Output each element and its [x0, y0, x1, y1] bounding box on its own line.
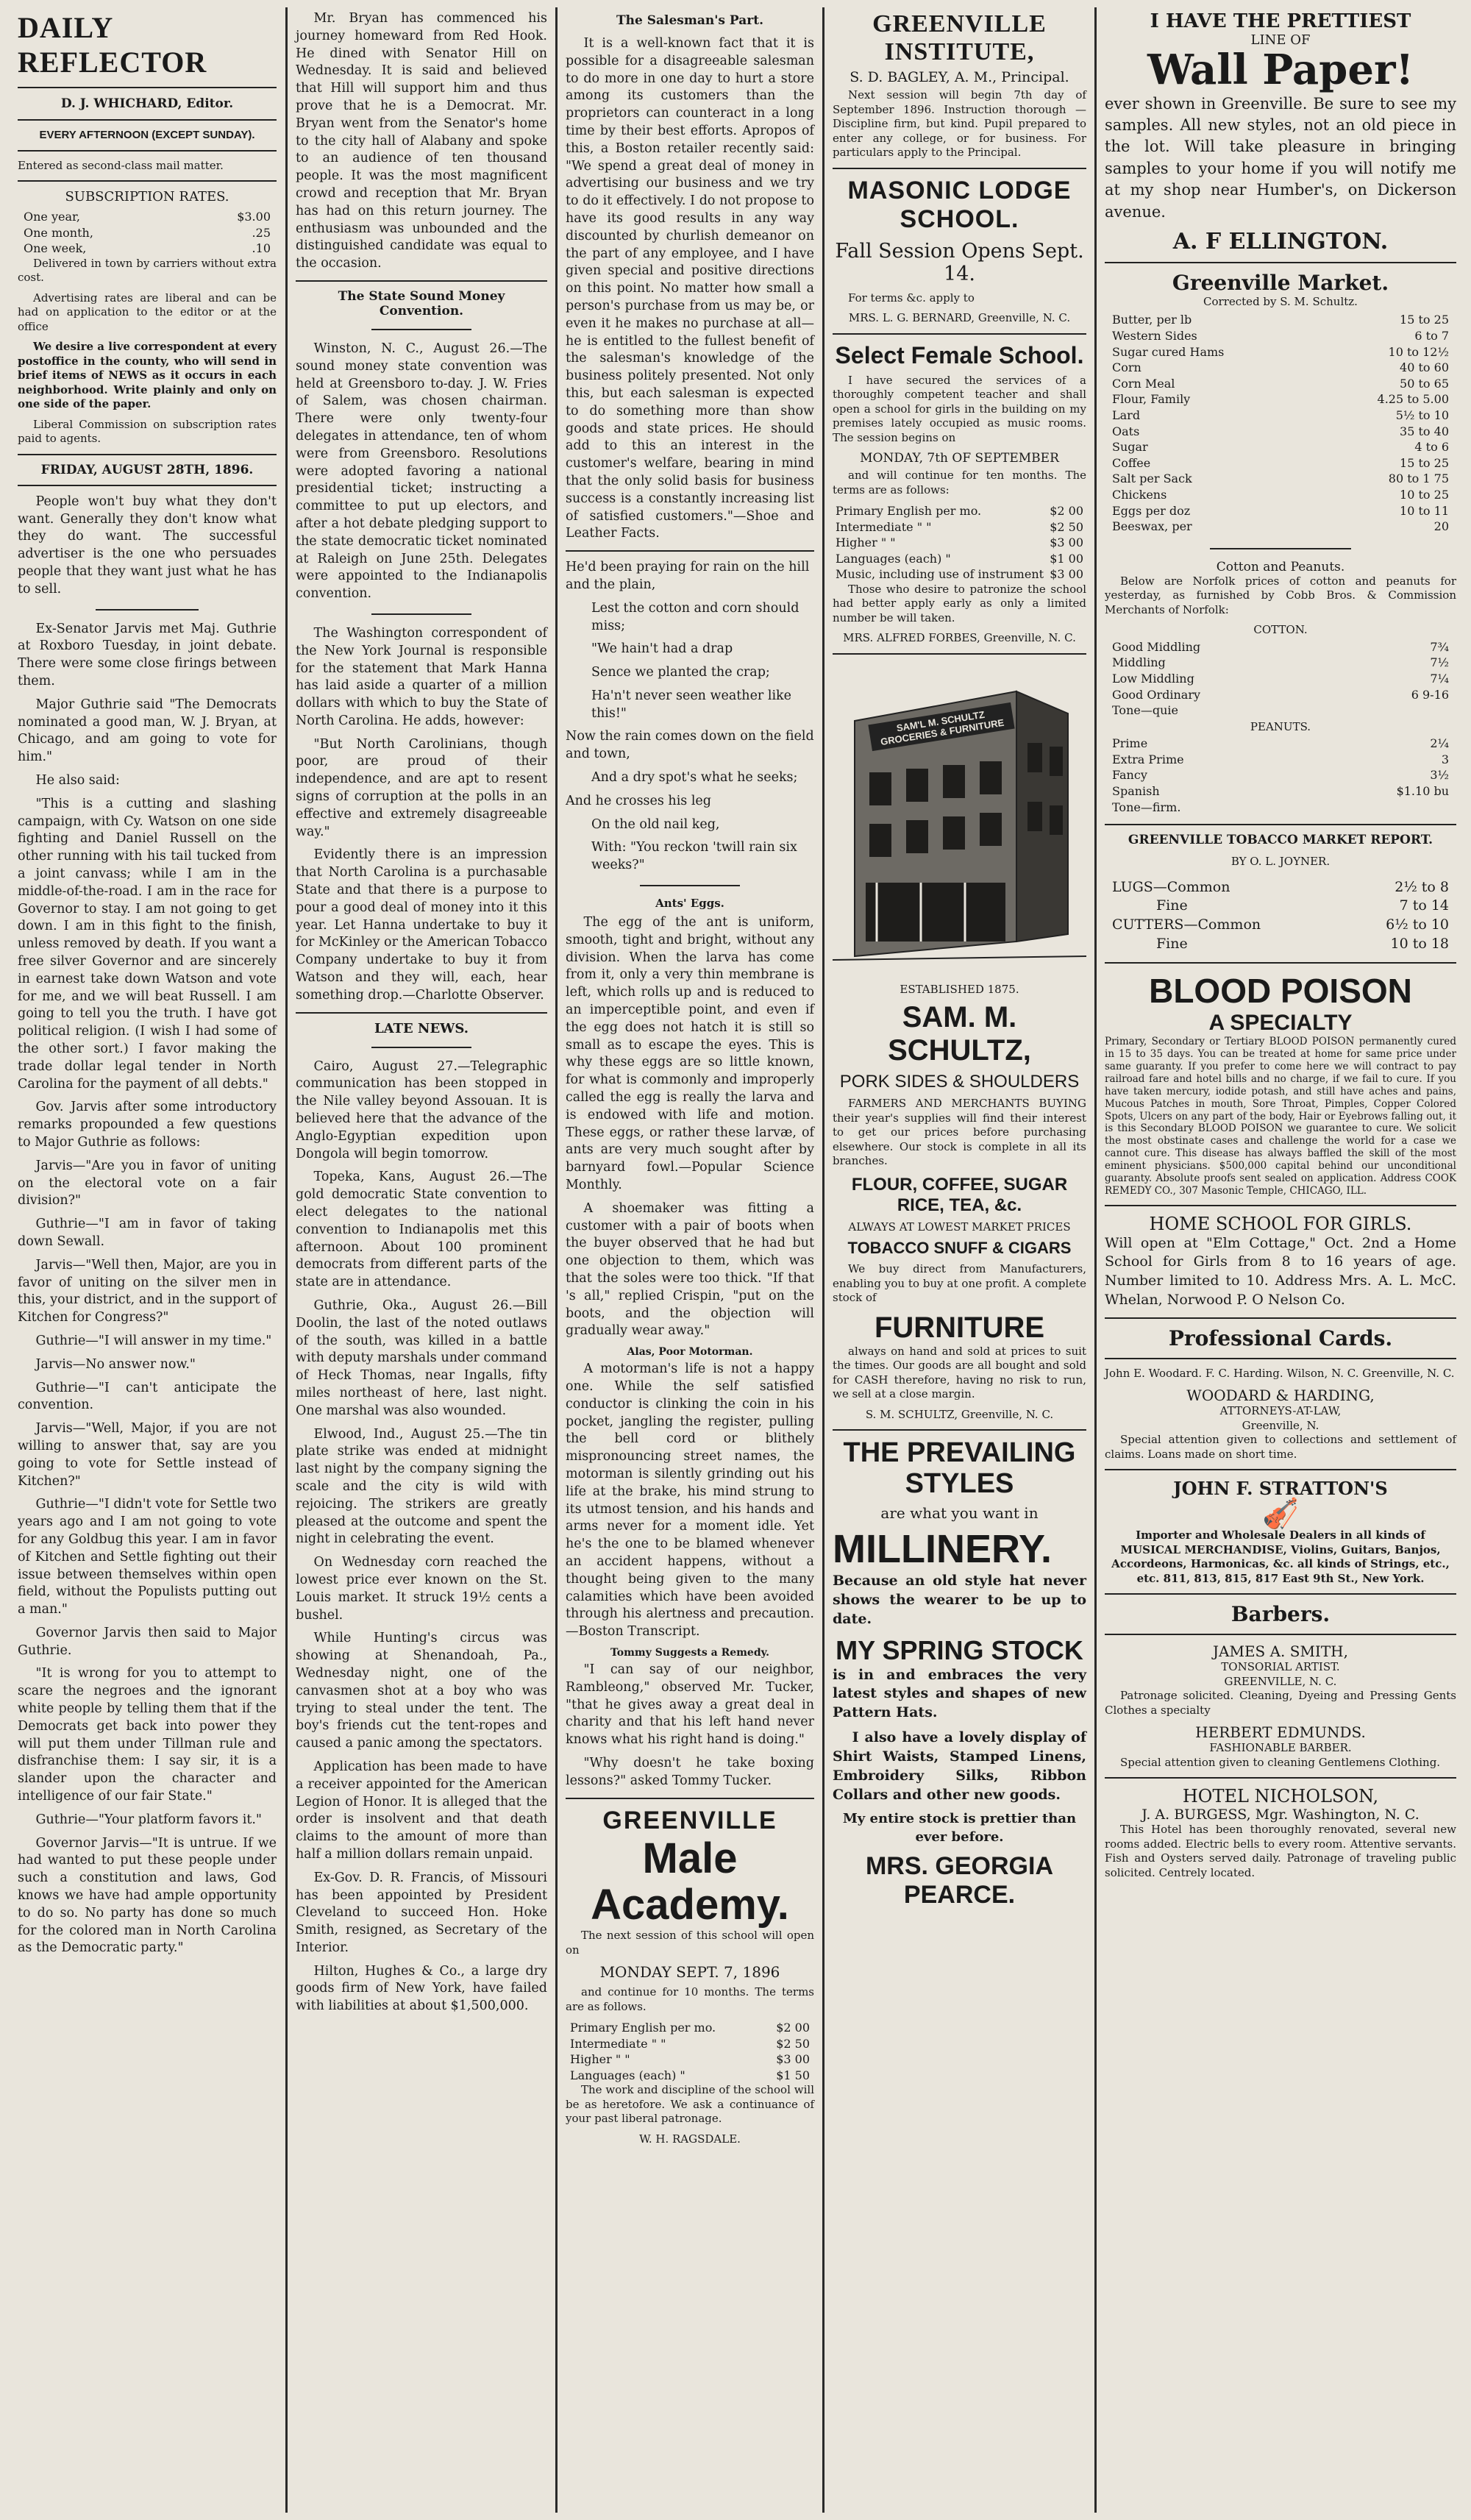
smith-title: JAMES A. SMITH, [1213, 1642, 1348, 1661]
article-paragraph: A motorman's life is not a happy one. While the self satisfied conductor is clinking the coin in his pocket, jangling the register, pulling the bell cord or blithely mispronouncing street names, the motorman is silently grinding out his life at the brake, his mind strung to its utmost tension, and his hands and arms never for a moment idle. Yet he's the one to be blamed whenever an accident happens, without a thought being given to the many calamities which have been avoided through his alertness and precaution.—Boston Transcript. [566, 1362, 814, 1640]
blood-text: Primary, Secondary or Tertiary BLOOD POISON permanently cured in 15 to 35 days. You can be treated at home for same price under same guaranty. If you prefer to come here we will contract to pay railroad fare and hotel bills and no charge, if we fail to cure. If you have taken mercury, iodide potash, and still have aches and pains, Mucous Patches in mouth, Sore Throat, Pimples, Copper Colored Spots, Ulcers on any part of the body, Hair or Eyebrows falling out, it is this Secondary BLOOD POISON we guarantee to cure. We solicit the most obstinate cases and challenge the world for a case we cannot cure. This disease has always baffled the skill of the most eminent physicians. $500,000 capital behind our unconditional guaranty. Absolute proofs sent sealed on application. Address COOK REMEDY CO., 307 Masonic Temple, CHICAGO, ILL. [1105, 1036, 1456, 1197]
poem-line: And a dry spot's what he seeks; [591, 770, 798, 786]
market-row: Eggs per doz 10 to 11 [1112, 503, 1449, 518]
smith-place: GREENVILLE, N. C. [1224, 1674, 1337, 1688]
column-rule [285, 7, 288, 2513]
schultz-name: SAM. M. SCHULTZ, [888, 1001, 1031, 1067]
headline: Alas, Poor Motorman. [627, 1346, 753, 1359]
article-paragraph: Governor Jarvis then said to Major Guthrie. [18, 1625, 277, 1658]
headline: LATE NEWS. [374, 1020, 469, 1036]
flour-line: FLOUR, COFFEE, SUGAR RICE, TEA, &c. [851, 1174, 1068, 1215]
female-date: MONDAY, 7th OF SEPTEMBER [860, 451, 1059, 466]
wall-line: LINE OF [1250, 32, 1311, 48]
article-paragraph: Ex-Senator Jarvis met Maj. Guthrie at Roxboro Tuesday, in joint debate. There were some close firings between them. [18, 621, 277, 689]
article-paragraph: Guthrie—"Your platform favors it." [35, 1812, 262, 1827]
tobacco-row: Fine 7 to 14 [1156, 897, 1449, 914]
entire-text: My entire stock is prettier than ever before. [842, 1811, 1077, 1845]
article-paragraph: Elwood, Ind., August 25.—The tin plate strike was ended at midnight last night by the company signing the scale and the city is wild with rejoicing. The strikers are greatly pleased at the outcome and spent the night in celebrating the event. [296, 1426, 547, 1547]
schedule-line: EVERY AFTERNOON (EXCEPT SUNDAY). [39, 129, 255, 142]
millinery-title: MILLINERY. [833, 1527, 1053, 1572]
article-paragraph: While Hunting's circus was showing at Shenandoah, Pa., Wednesday night, one of the canvasmen shot at a boy who was trying to steal under the tent. The boy's friends cut the tent-ropes and caused a panic among the spectators. [296, 1631, 547, 1751]
spring-title: MY SPRING STOCK [836, 1634, 1083, 1665]
article-paragraph: Major Guthrie said "The Democrats nominated a good man, W. J. Bryan, at Chicago, and am going to vote for him." [18, 697, 277, 765]
academy-title-1: GREENVILLE [602, 1806, 777, 1834]
cotton-table [1105, 638, 1456, 720]
academy-date: MONDAY SEPT. 7, 1896 [599, 1963, 780, 1982]
tobacco-row: LUGS—Common 2½ to 8 [1112, 878, 1449, 895]
market-row: Sugar 4 to 6 [1112, 440, 1449, 455]
entered-line: Entered as second-class mail matter. [18, 158, 224, 172]
masonic-title: MASONIC LODGE SCHOOL. [847, 176, 1072, 233]
article-paragraph: "It is wrong for you to attempt to scare the negroes and the ignorant white people by telling them that if the Democrats get back into power they will put them under Tillman rule and disfranchise them: I say sir, it is a slander upon the character and intelligence of our fair State." [18, 1666, 277, 1804]
article-paragraph: The Washington correspondent of the New York Journal is responsible for the statement that Mark Hanna has laid aside a quarter of a million dollars with which to buy the State of North Carolina. He adds, however: [296, 625, 547, 728]
masthead: DAILY REFLECTOR [18, 11, 207, 79]
cotton-row: Good Middling 7¾ [1112, 639, 1449, 654]
institute-head: S. D. BAGLEY, A. M., Principal. [850, 69, 1069, 85]
academy-rates: Primary English per mo. $2 00 Intermediate " " $2 50 Higher " " $3 00 Languages (each) " $1 50 [570, 2021, 810, 2082]
article-paragraph: Jarvis—"Well, Major, if you are not willing to answer that, say are you going to vote for Settle instead of Kitchen?" [18, 1421, 277, 1489]
furniture-sign: S. M. SCHULTZ, Greenville, N. C. [865, 1407, 1054, 1421]
column-rule [555, 7, 558, 2513]
article-paragraph: The egg of the ant is uniform, smooth, tight and bright, without any division. When the larva has come from it, only a very thin membrane is left, which rolls up and is reduced to an imperceptible point, and even if the egg does not hatch it is still so small as to escape the eyes. This is why these eggs are so little known, for what is commonly and improperly called the egg is really the larva and is endowed with life and motion. These eggs, or rather these larvæ, of ants are very much sought after by barnyard fowl.—Popular Science Monthly. [566, 915, 814, 1193]
column-3 [558, 10, 822, 2510]
academy-ad [566, 1807, 814, 2147]
poem-line: Now the rain comes down on the field and town, [566, 729, 814, 762]
article-paragraph: People won't buy what they don't want. Generally they don't know what they do want. The successful advertiser is the one who persuades people that they want just what he has to sell. [18, 494, 277, 597]
article-paragraph: "But North Carolinians, though poor, are proud of their independence, and are apt to resent signs of corruption at the polls in an effective and extremely disagreeable way." [296, 736, 547, 839]
peanut-row: Spanish $1.10 bu [1112, 784, 1449, 798]
home-title: HOME SCHOOL FOR GIRLS. [1149, 1213, 1412, 1234]
woodard-text: Special attention given to collections and settlement of claims. Loans made on short time. [1105, 1433, 1456, 1461]
poem-line: Lest the cotton and corn should miss; [591, 600, 799, 633]
market-by: Corrected by S. M. Schultz. [1203, 294, 1358, 308]
hotel-text: This Hotel has been thoroughly renovated, several new rooms added. Electric bells to every room. Attentive servants. Fish and Oysters served daily. Patronage of traveling public solicited. Centrely located. [1105, 1823, 1456, 1879]
wall-pre: I HAVE THE PRETTIEST [1150, 10, 1411, 32]
article-paragraph: Hilton, Hughes & Co., a large dry goods firm of New York, have failed with liabilities at about $1,500,000. [296, 1963, 547, 2014]
headline: The Salesman's Part. [616, 13, 763, 28]
article-paragraph: Gov. Jarvis after some introductory remarks propounded a few questions to Major Guthrie as follows: [18, 1100, 277, 1150]
market-line: ALWAYS AT LOWEST MARKET PRICES [848, 1220, 1071, 1234]
correspondent-text: We desire a live correspondent at every postoffice in the county, who will send in brief items of NEWS as it occurs in each neighborhood. Write plainly and only on one side of the paper. [18, 340, 277, 411]
peanut-table [1105, 734, 1456, 816]
tobacco-line: TOBACCO SNUFF & CIGARS [847, 1239, 1072, 1258]
masonic-sign: MRS. L. G. BERNARD, Greenville, N. C. [848, 311, 1071, 324]
article-paragraph: A shoemaker was fitting a customer with a pair of boots when the buyer observed that he had but one objection to them, which was that the soles were too thick. "If that 's all," replied Crispin, "put on the boots, and the objection will gradually wear away." [566, 1200, 814, 1339]
millinery-text: Because an old style hat never shows the wearer to be up to date. [833, 1573, 1086, 1627]
woodard-sub: ATTORNEYS-AT-LAW, [1219, 1404, 1342, 1418]
headline: The State Sound Money Convention. [338, 288, 505, 318]
established: ESTABLISHED 1875. [900, 982, 1019, 996]
pork-line: PORK SIDES & SHOULDERS [839, 1072, 1080, 1092]
store-illustration [833, 662, 1086, 978]
woodard-title: WOODARD & HARDING, [1186, 1387, 1375, 1405]
blood-title: BLOOD POISON [1149, 972, 1412, 1011]
tobacco-table [1105, 877, 1456, 955]
article-paragraph: He also said: [35, 773, 120, 789]
woodard-place: Greenville, N. [1242, 1418, 1319, 1432]
academy-text: The next session of this school will open on [566, 1929, 814, 1957]
violin-icon: 🎻 [1262, 1497, 1299, 1531]
store-sign: SAM'L M. SCHULTZ GROCERIES & FURNITURE [868, 702, 1014, 751]
article-paragraph: Jarvis—No answer now." [35, 1356, 196, 1372]
rate-row: One week, .10 [24, 241, 271, 256]
article-paragraph: Topeka, Kans, August 26.—The gold democratic State convention to elect delegates to the national convention to Indianapolis met this afternoon. About 100 prominent democrats from different parts of the state are in attendance. [296, 1170, 547, 1290]
market-row: Corn 40 to 60 [1112, 360, 1449, 375]
headline: Tommy Suggests a Remedy. [610, 1646, 770, 1659]
poem-line: Sence we planted the crap; [591, 665, 770, 680]
furniture-line: FURNITURE [874, 1311, 1045, 1344]
poem [566, 559, 814, 875]
article-paragraph: Guthrie—"I can't anticipate the convention. [18, 1380, 277, 1413]
cotton-row: Middling 7½ [1112, 655, 1449, 670]
building-icon [833, 662, 1086, 978]
academy-text: The work and discipline of the school will be as heretofore. We ask a continuance of your past liberal patronage. [566, 2083, 814, 2126]
market-row: Chickens 10 to 25 [1112, 487, 1449, 502]
tobacco-row: CUTTERS—Common 6½ to 10 [1112, 916, 1449, 933]
poem-line: With: "You reckon 'twill rain six weeks?" [591, 840, 797, 873]
buy-text: We buy direct from Manufacturers, enabling you to buy at one profit. A complete stock of [833, 1262, 1086, 1305]
display-text: I also have a lovely display of Shirt Waists, Stamped Linens, Embroidery Silks, Ribbon Collars and other new goods. [833, 1729, 1086, 1803]
article-paragraph: Evidently there is an impression that North Carolina is a purchasable State and that there is a purpose to pour a good deal of money into it this year. Let Hanna undertake to buy it for McKinley or the American Tobacco Company undertake to buy it from Watson and they will, each, hear something drop.—Charlotte Observer. [296, 847, 547, 1003]
wall-title: Wall Paper! [1147, 46, 1414, 94]
prevailing-sub: are what you want in [880, 1504, 1039, 1523]
rate-row: One year, $3.00 [24, 210, 271, 224]
market-table [1105, 309, 1456, 537]
article-paragraph: Guthrie, Oka., August 26.—Bill Doolin, the last of the noted outlaws of the south, was killed in a battle with deputy marshals under command of Heck Thomas, near Ingalls, fifty miles northeast of here, last night. One marshal was also wounded. [296, 1298, 547, 1418]
smith-text: Patronage solicited. Cleaning, Dyeing and Pressing Gents Clothes a specialty [1105, 1689, 1456, 1717]
peanut-row: Tone—firm. [1112, 800, 1181, 814]
female-title: Select Female School. [835, 341, 1084, 369]
column-2 [288, 10, 555, 2510]
article-paragraph: Guthrie—"I will answer in my time." [35, 1333, 272, 1348]
column-5 [1097, 10, 1464, 2510]
poem-line: "We hain't had a drap [591, 641, 733, 657]
poem-line: And he crosses his leg [566, 793, 711, 808]
cotton-row: Good Ordinary 6 9-16 [1112, 687, 1449, 702]
academy-sign: W. H. RAGSDALE. [639, 2132, 741, 2146]
market-row: Salt per Sack 80 to 1 75 [1112, 471, 1449, 486]
column-1 [10, 10, 284, 2510]
prof-title: Professional Cards. [1168, 1325, 1393, 1350]
editor-line: D. J. WHICHARD, Editor. [60, 96, 234, 111]
market-title: Greenville Market. [1172, 270, 1389, 295]
article-paragraph: Application has been made to have a receiver appointed for the American Legion of Honor. It is alleged that the order is insolvent and that death claims to the amount of more than half a million dollars remain unpaid. [296, 1759, 547, 1862]
delivered-text: Delivered in town by carriers without extra cost. [18, 256, 277, 285]
hotel-title: HOTEL NICHOLSON, [1182, 1786, 1379, 1807]
commission-text: Liberal Commission on subscription rates paid to agents. [18, 417, 277, 446]
article-paragraph: It is a well-known fact that it is possible for a disagreeable salesman to do more in one day to hurt a store among its customers than the proprietors can counteract in a long time by their best efforts. Apropos of this, a Boston retailer recently said: "We spend a great deal of money in advertising our business and we try to do it effectively. I do not propose to have its good results in any way discounted by churlish demeanor on the part of any employee, and I have given special and positive directions on this point. No matter how small a person's purchase from us may be, or even it he makes no purchase at all—he is entitled to the fullest benefit of the salesman's knowledge of the business politely presented. Not only this, but each salesman is expected to do something more than show goods and state prices. He should add to this an interest in the customer's welfare, bearing in mind that the only solid basis for business success is a constantly increasing list of satisfied customers."—Shoe and Leather Facts. [566, 36, 814, 541]
farmers-text: FARMERS AND MERCHANTS BUYING their year's supplies will find their interest to get our prices before purchasing elsewhere. Our stock is complete in all its branches. [833, 1097, 1086, 1168]
issue-date: FRIDAY, AUGUST 28TH, 1896. [40, 462, 254, 477]
market-row: Western Sides 6 to 7 [1112, 329, 1449, 344]
smith-sub: TONSORIAL ARTIST. [1221, 1660, 1340, 1674]
home-text: Will open at "Elm Cottage," Oct. 2nd a Home School for Girls from 8 to 16 years of age. Number limited to 10. Address Mrs. A. L. McC. Whelan, Norwood P. O Nelson Co. [1105, 1234, 1456, 1309]
article-paragraph: Governor Jarvis—"It is untrue. If we had wanted to put these people under such a constitution and laws, God knows we have had ample opportunity to do so. No party has done so much for the colored man in North Carolina as the Democratic party." [18, 1835, 277, 1956]
advertising-text: Advertising rates are liberal and can be had on application to the editor or at the office [18, 291, 277, 333]
rate-row: One month, .25 [24, 225, 271, 240]
cotton-title: Cotton and Peanuts. [1216, 559, 1345, 574]
female-sign: MRS. ALFRED FORBES, Greenville, N. C. [843, 631, 1076, 645]
cotton-head: COTTON. [1253, 623, 1308, 637]
headline: Ants' Eggs. [655, 897, 724, 911]
article-paragraph: Ex-Gov. D. R. Francis, of Missouri has been appointed by President Cleveland to succeed Hon. Hoke Smith, resigned, as Secretary of the Interior. [296, 1870, 547, 1955]
edmunds-sub: FASHIONABLE BARBER. [1209, 1741, 1352, 1755]
masonic-apply: For terms &c. apply to [848, 291, 975, 305]
female-rates: Primary English per mo. $2 00 Intermediate " " $2 50 Higher " " $3 00 Languages (each) " $1 00 Music, including use of instrument $3 00 [836, 504, 1083, 582]
subscription-title: SUBSCRIPTION RATES. [65, 189, 229, 205]
prevailing-title: THE PREVAILING STYLES [843, 1437, 1076, 1500]
cotton-row: Low Middling 7¼ [1112, 671, 1449, 686]
article-paragraph: Guthrie—"I am in favor of taking down Sewall. [18, 1217, 277, 1249]
peanut-head: PEANUTS. [1250, 719, 1311, 733]
edmunds-title: HERBERT EDMUNDS. [1195, 1723, 1366, 1742]
stratton-text: Importer and Wholesale Dealers in all kinds of MUSICAL MERCHANDISE, Violins, Guitars, Banjos, Accordeons, Harmonicas, &c. all kinds of Strings, etc., etc. 811, 813, 815, 817 East 9th St., New York. [1111, 1528, 1450, 1585]
article-paragraph: On Wednesday corn reached the lowest price ever known on the St. Louis market. It struck 19½ cents a bushel. [296, 1555, 547, 1623]
article-paragraph: Winston, N. C., August 26.—The sound money state convention was held at Greensboro to-day. J. W. Fries of Salem, was chosen chairman. There were only twenty-four delegates in attendance, ten of whom were from Greensboro. Resolutions were adopted favoring a national presidential ticket; instructing a committee to put up electors, and after a hot debate pledging support to the state democratic ticket nominated at Raleigh on June 25th. Delegates were appointed to the Indianapolis convention. [296, 341, 547, 602]
academy-text: and continue for 10 months. The terms are as follows. [566, 1985, 814, 2013]
female-text: and will continue for ten months. The terms are as follows: [833, 469, 1086, 496]
masonic-sub: Fall Session Opens Sept. 14. [835, 239, 1084, 285]
institute-title: GREENVILLE INSTITUTE, [872, 10, 1047, 65]
prof-names: John E. Woodard. F. C. Harding. Wilson, N. C. Greenville, N. C. [1105, 1366, 1455, 1380]
cotton-text: Below are Norfolk prices of cotton and peanuts for yesterday, as furnished by Cobb Bros. & Commission Merchants of Norfolk: [1105, 574, 1456, 616]
female-text: I have secured the services of a thoroughly competent teacher and shall open a school for girls in the building on my premises lately occupied as music rooms. The session begins on [833, 373, 1086, 444]
market-row: Lard 5½ to 10 [1112, 408, 1449, 422]
cotton-row: Tone—quie [1112, 703, 1178, 718]
pearce-sign: MRS. GEORGIA PEARCE. [865, 1852, 1054, 1909]
poem-line: On the old nail keg, [591, 816, 720, 832]
article-paragraph: Cairo, August 27.—Telegraphic communication has been stopped in the Nile valley beyond Assouan. It is believed here that the advance of the Anglo-Egyptian expedition upon Dongola will begin tomorrow. [296, 1058, 547, 1161]
academy-title-2: Male Academy. [591, 1834, 789, 1929]
barbers-title: Barbers. [1230, 1602, 1331, 1627]
blood-poison-ad [1105, 971, 1456, 1197]
article-paragraph: "I can say of our neighbor, Rambleong," observed Mr. Tucker, "that he gives away a great deal in charity and that his left hand never knows what his right hand is doing." [566, 1662, 814, 1748]
market-row: Beeswax, per 20 [1112, 519, 1449, 534]
article-paragraph: Guthrie—"I didn't vote for Settle two years ago and I am not going to vote for any Goldbug this year. I am in favor of Kitchen and Settle fighting out their issue between themselves within open field, without the Populists putting out a man." [18, 1497, 277, 1617]
article-paragraph: Jarvis—"Are you in favor of uniting on the electoral vote on a fair division?" [18, 1158, 277, 1209]
peanut-row: Fancy 3½ [1112, 768, 1449, 783]
wall-sign: A. F ELLINGTON. [1172, 228, 1389, 255]
column-rule [1094, 7, 1097, 2513]
edmunds-text: Special attention given to cleaning Gentlemens Clothing. [1120, 1755, 1441, 1769]
peanut-row: Extra Prime 3 [1112, 752, 1449, 766]
article-paragraph: Jarvis—"Well then, Major, are you in favor of uniting on the silver men in this, your district, and in the support of Kitchen for Congress?" [18, 1257, 277, 1325]
column-4 [825, 10, 1094, 2510]
column-rule [822, 7, 824, 2513]
female-text: Those who desire to patronize the school had better apply early as only a limited number be will taken. [833, 582, 1086, 624]
article-paragraph: "Why doesn't he take boxing lessons?" asked Tommy Tucker. [566, 1755, 814, 1788]
hotel-sub: J. A. BURGESS, Mgr. Washington, N. C. [1141, 1807, 1420, 1823]
market-row: Sugar cured Hams 10 to 12½ [1112, 344, 1449, 359]
market-row: Butter, per lb 15 to 25 [1112, 313, 1449, 327]
article-paragraph: "This is a cutting and slashing campaign, with Cy. Watson on one side fighting and Daniel Russell on the other running with his tail tucked from a joint canvass; while I am in the middle-of-the-road. I am in the race for Governor to stay. I am not going to get down. I am in this fight to the finish, unless removed by death. If you want a free silver Governor and are sincerely in earnest take down Watson and vote for me, and we will beat Russell. I am going to tell you the truth. I have got political religion. (I wish I had some of the other sort.) I favor making the trade dollar legal tender in North Carolina for the payment of all debts." [18, 796, 277, 1092]
spring-text: is in and embraces the very latest styles and shapes of new Pattern Hats. [833, 1666, 1086, 1721]
wall-text: ever shown in Greenville. Be sure to see my samples. All new styles, not an old piece in the lot. Will take pleasure in bringing samples to your home if you will notify me at my shop near Humber's, on Dickerson avenue. [1105, 94, 1456, 221]
market-row: Flour, Family 4.25 to 5.00 [1112, 392, 1449, 407]
peanut-row: Prime 2¼ [1112, 736, 1449, 751]
furniture-text: always on hand and sold at prices to suit the times. Our goods are all bought and sold for CASH therefore, having no risk to run, we sell at a close margin. [833, 1344, 1086, 1401]
institute-text: Next session will begin 7th day of September 1896. Instruction thorough —Discipline firm, but kind. Pupil prepared to enter any college, or for business. For particulars apply to the Principal. [833, 88, 1086, 159]
poem-line: He'd been praying for rain on the hill and the plain, [566, 560, 810, 592]
tobacco-title: GREENVILLE TOBACCO MARKET REPORT. [1128, 833, 1433, 848]
poem-line: Ha'n't never seen weather like this!" [591, 688, 792, 721]
blood-sub: A SPECIALTY [1208, 1011, 1353, 1036]
market-row: Coffee 15 to 25 [1112, 455, 1449, 470]
stratton-title: JOHN F. STRATTON'S [1173, 1478, 1388, 1500]
tobacco-by: BY O. L. JOYNER. [1230, 855, 1331, 869]
subscription-rates [18, 209, 277, 257]
tobacco-row: Fine 10 to 18 [1156, 935, 1449, 952]
market-row: Corn Meal 50 to 65 [1112, 376, 1449, 391]
article-paragraph: Mr. Bryan has commenced his journey homeward from Red Hook. He dined with Senator Hill on Wednesday. It is said and believed that Hill will support him and thus prove that he is a Democrat. Mr. Bryan went from the Senator's home to the city hall of Alabany and spoke to an audience of ten thousand people. It was the most magnificent crowd and reception that Mr. Bryan has had on this return journey. The enthusiasm was unbounded and the distinguished candidate was equal to the occasion. [296, 11, 547, 271]
market-row: Oats 35 to 40 [1112, 424, 1449, 438]
